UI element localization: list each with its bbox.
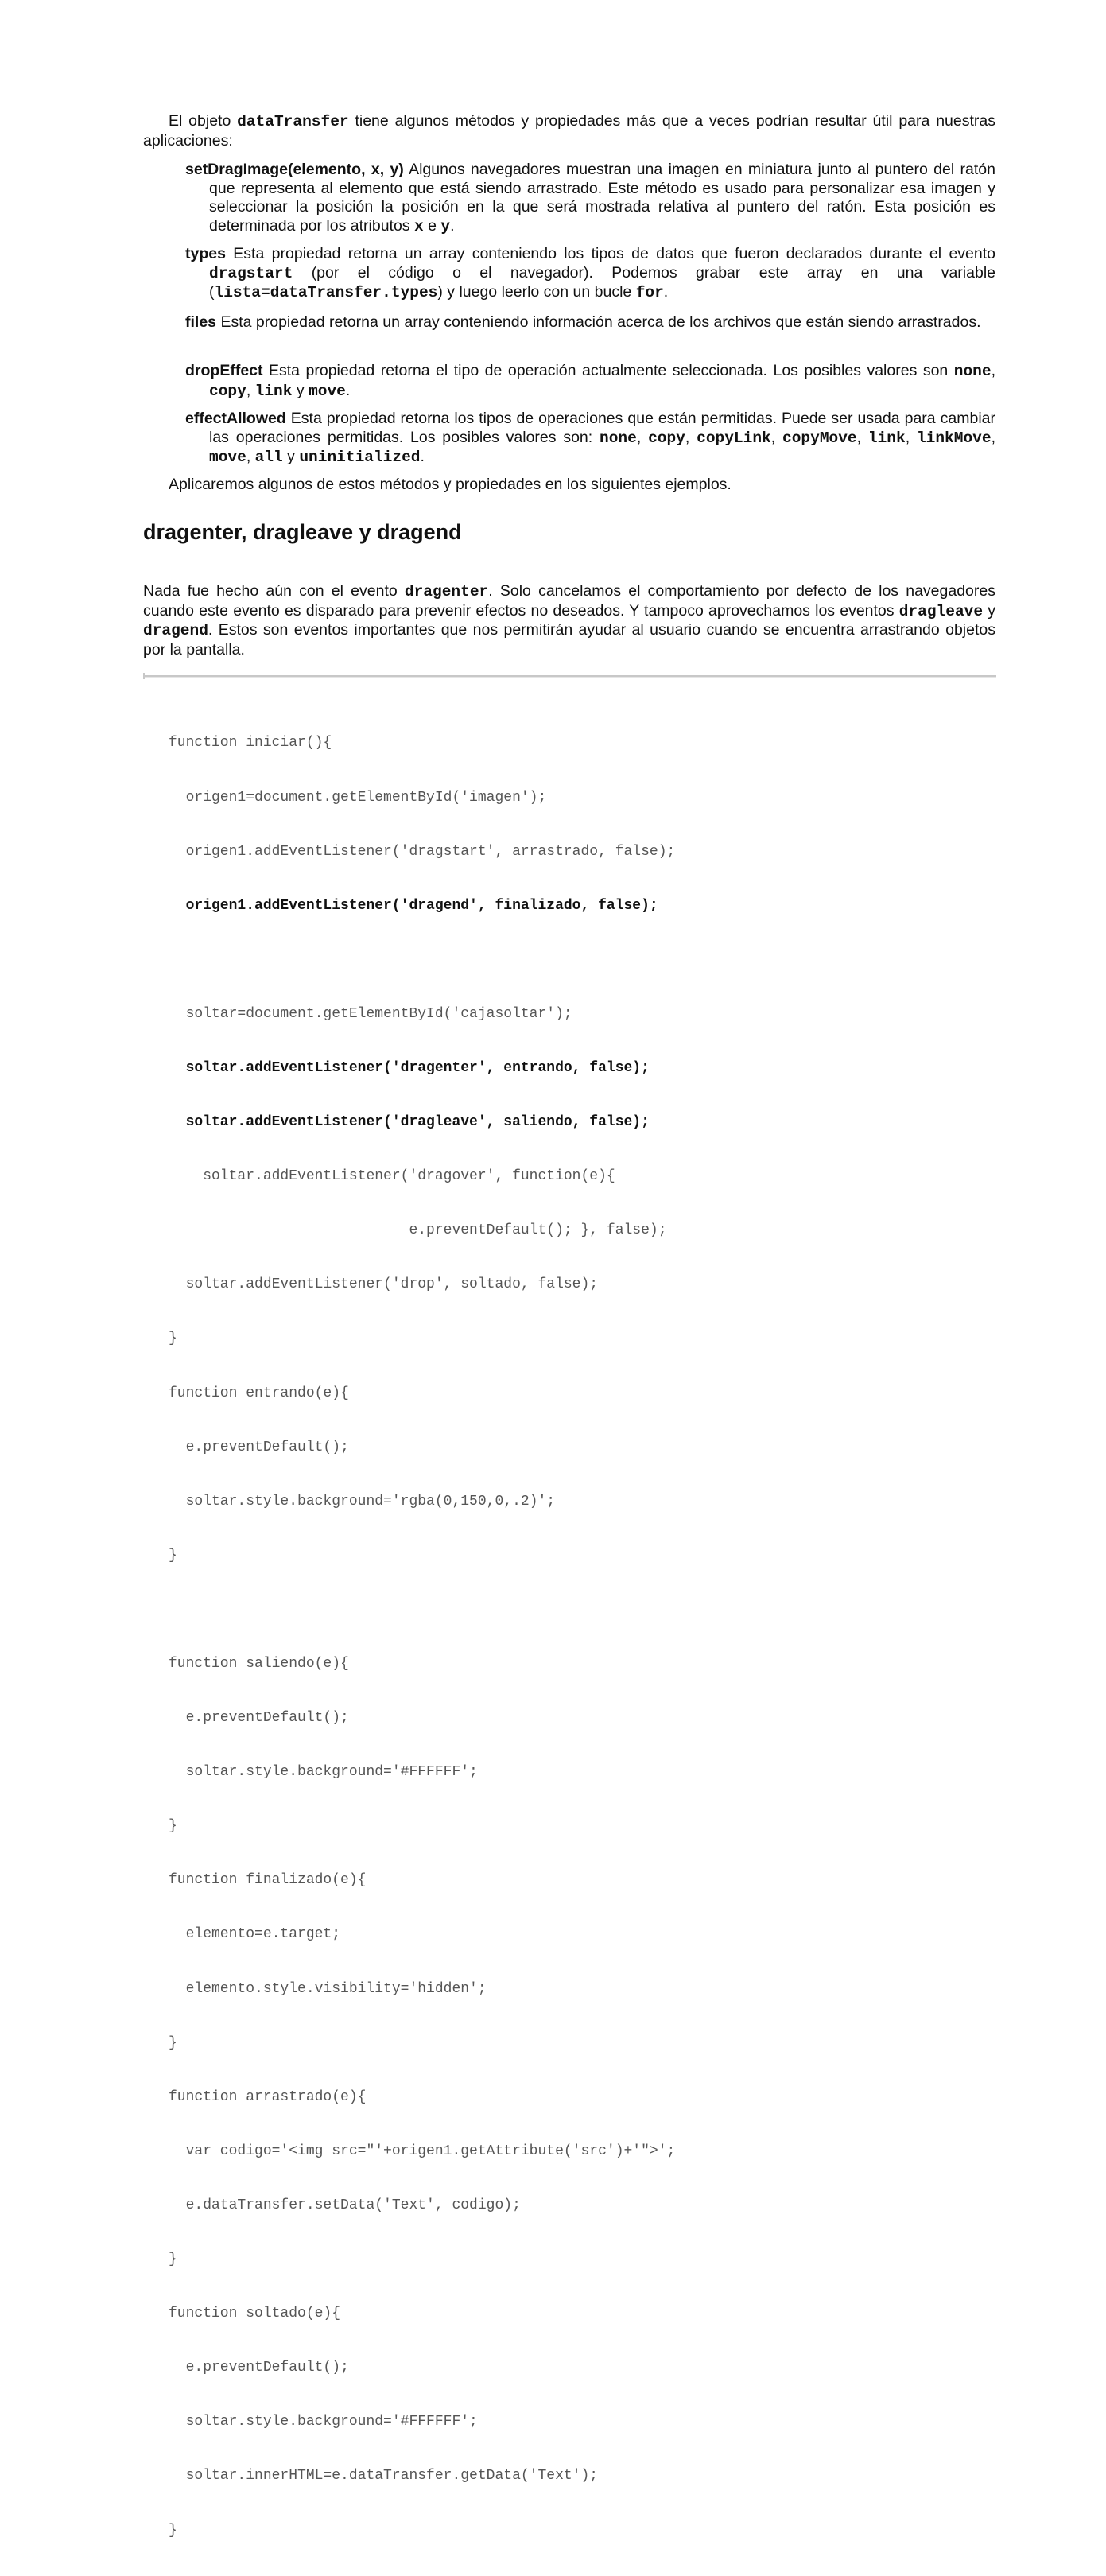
code-line-highlighted: origen1.addEventListener('dragend', finalizado, false);: [169, 897, 658, 914]
definition-text: .: [663, 283, 669, 301]
definition-text: ,: [991, 362, 995, 379]
code-line: soltar.innerHTML=e.dataTransfer.getData('Text');: [169, 2468, 599, 2485]
definition-text: .: [420, 448, 425, 465]
code-line: origen1=document.getElementById('imagen');: [169, 789, 547, 806]
code-line: elemento.style.visibility='hidden';: [169, 1980, 487, 1997]
intro-text-2: tiene algunos métodos y propiedades más que a veces podrían resultar útil para nuestras aplicaciones:: [143, 112, 995, 150]
intro-text-1: El objeto: [169, 112, 238, 130]
definition-term: types: [185, 245, 226, 262]
code-line: origen1.addEventListener('dragstart', arrastrado, false);: [169, 843, 676, 860]
definition-text: ,: [246, 381, 255, 399]
code-line: function soltado(e){: [169, 2306, 341, 2322]
definition-text: ,: [636, 428, 649, 446]
inline-code: dragend: [143, 622, 208, 639]
code-line: elemento=e.target;: [169, 1926, 341, 1943]
inline-code: none: [600, 429, 637, 447]
code-line: e.preventDefault();: [169, 1710, 349, 1727]
inline-code: move: [209, 449, 246, 466]
code-line-highlighted: soltar.addEventListener('dragenter', entrando, false);: [169, 1059, 650, 1076]
inline-code: dragenter: [404, 583, 489, 600]
code-block: [169, 698, 675, 2576]
section-text: y: [983, 601, 996, 620]
definition-text: ,: [991, 428, 995, 446]
definition-text: ,: [246, 448, 255, 465]
intro-paragraph: [143, 112, 995, 150]
definition-dropeffect: [185, 362, 995, 401]
definition-text: .: [450, 216, 455, 235]
code-line: function saliendo(e){: [169, 1656, 349, 1672]
code-block-divider-cap: [143, 673, 145, 679]
inline-code: lista=dataTransfer.types: [214, 284, 438, 301]
inline-code: copy: [648, 429, 685, 447]
code-line: }: [169, 2522, 177, 2539]
definition-term: effectAllowed: [185, 410, 286, 427]
definition-text: Esta propiedad retorna un array conteniendo los tipos de datos que fueron declarados durante el evento: [225, 245, 995, 262]
closing-paragraph: Aplicaremos algunos de estos métodos y propiedades en los siguientes ejemplos.: [169, 476, 732, 493]
inline-code: move: [309, 382, 346, 400]
section-text: Nada fue hecho aún con el evento: [143, 582, 405, 600]
inline-code: x: [413, 217, 424, 235]
inline-code: linkMove: [916, 429, 992, 447]
inline-code: copy: [209, 382, 246, 400]
definition-setdragimage: [185, 161, 995, 236]
code-line: e.preventDefault();: [169, 1439, 349, 1455]
section-heading: dragenter, dragleave y dragend: [143, 520, 462, 544]
definition-effectallowed: [185, 410, 995, 468]
definition-text: y: [292, 381, 309, 399]
definition-text: Esta propiedad retorna un array conteniendo información acerca de los archivos que están siendo arrastrados.: [216, 313, 981, 331]
code-line: soltar=document.getElementById('cajasoltar');: [169, 1005, 572, 1022]
inline-code: all: [254, 449, 283, 466]
section-paragraph: [143, 582, 995, 659]
code-line: }: [169, 1547, 177, 1564]
definition-term: setDragImage(elemento, x, y): [185, 161, 404, 178]
definition-text: ,: [856, 428, 868, 446]
code-line: [169, 951, 675, 969]
code-line: var codigo='<img src="'+origen1.getAttribute('src')+'">';: [169, 2143, 676, 2159]
inline-code: none: [953, 363, 992, 380]
inline-code: link: [254, 382, 293, 400]
code-line: soltar.style.background='rgba(0,150,0,.2)';: [169, 1493, 556, 1509]
code-line: soltar.style.background='#FFFFFF';: [169, 1764, 478, 1781]
code-line: }: [169, 2034, 177, 2051]
inline-code: dragleave: [898, 602, 984, 620]
code-line: }: [169, 1818, 177, 1835]
definition-text: e: [423, 216, 441, 235]
code-line: soltar.addEventListener('drop', soltado, false);: [169, 1276, 599, 1293]
definition-types: [185, 245, 995, 303]
definition-text: ,: [685, 428, 697, 446]
inline-code: copyMove: [782, 429, 857, 447]
definition-text: y: [282, 448, 300, 465]
inline-code: link: [867, 429, 906, 447]
inline-code: uninitialized: [299, 449, 421, 466]
code-line: function arrastrado(e){: [169, 2088, 367, 2105]
inline-code: dragstart: [209, 264, 293, 282]
definition-text: .: [345, 381, 351, 399]
code-line: e.dataTransfer.setData('Text', codigo);: [169, 2197, 521, 2213]
definition-text: ,: [770, 428, 783, 446]
code-line: function iniciar(){: [169, 735, 332, 752]
definition-text: Esta propiedad retorna los tipos de operaciones que están permitidas. Puede ser usada para cambiar las operaciones permitidas. Los posibles valores son:: [209, 410, 995, 446]
inline-code: copyLink: [697, 429, 771, 447]
definition-text: Algunos navegadores muestran una imagen en miniatura junto al puntero del ratón que representa al elemento que está siendo arrastrado. Este método es usado para personalizar esa imagen y seleccionar la posición la posición en la que será mostrada relativa al puntero del ratón. Esta posición es determinada por los atributos: [209, 161, 995, 235]
inline-code: y: [440, 217, 451, 235]
code-line: soltar.style.background='#FFFFFF';: [169, 2414, 478, 2430]
code-line: [169, 1601, 675, 1619]
code-block-divider: [143, 675, 996, 678]
code-line: e.preventDefault(); }, false);: [169, 1222, 667, 1239]
code-line-highlighted: soltar.addEventListener('dragleave', saliendo, false);: [169, 1114, 650, 1131]
code-line: function finalizado(e){: [169, 1872, 367, 1889]
definition-text: ) y luego leerlo con un bucle: [437, 283, 636, 301]
code-line: soltar.addEventListener('dragover', function(e){: [169, 1168, 615, 1185]
section-text: . Estos son eventos importantes que nos permitirán ayudar al usuario cuando se encuentra arrastrando objetos por la pantalla.: [143, 621, 995, 659]
code-line: }: [169, 2252, 177, 2268]
definition-text: Esta propiedad retorna el tipo de operación actualmente seleccionada. Los posibles valores son: [262, 362, 954, 379]
definition-text: (por el código o el navegador). Podemos grabar este array en una variable (: [209, 263, 995, 301]
definition-term: files: [185, 313, 217, 331]
definition-text: ,: [905, 428, 917, 446]
code-line: e.preventDefault();: [169, 2360, 349, 2376]
intro-code-datatransfer: dataTransfer: [237, 113, 349, 130]
definition-files: [185, 313, 995, 332]
section-text: . Solo cancelamos el comportamiento por defecto de los navegadores cuando este evento es disparado para prevenir efectos no deseados. Y tampoco aprovechamos los eventos: [143, 582, 995, 620]
code-line: function entrando(e){: [169, 1385, 349, 1401]
inline-code: for: [635, 284, 664, 301]
code-line: }: [169, 1331, 177, 1347]
definition-term: dropEffect: [185, 362, 263, 379]
